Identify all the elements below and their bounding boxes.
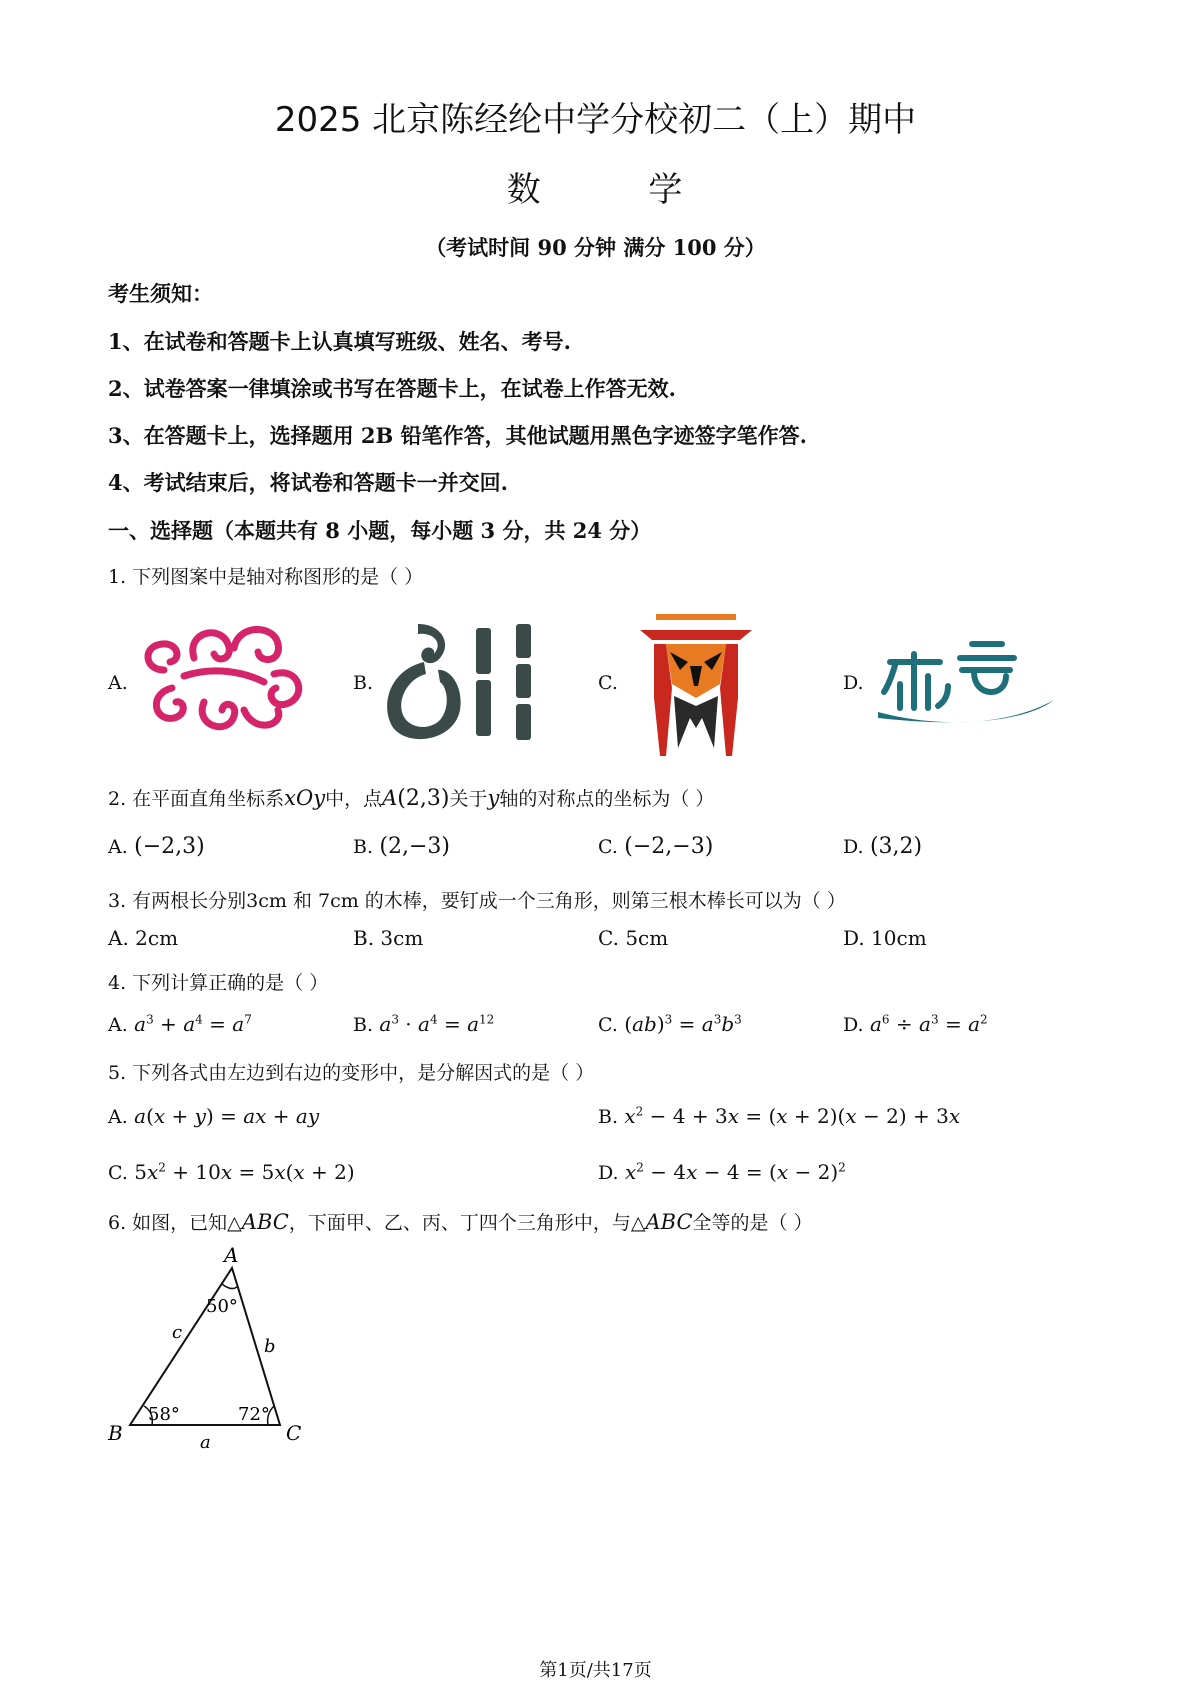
q1-label-c: C. — [598, 672, 618, 694]
q2-stem-point: A — [382, 786, 398, 810]
q6-stem-pre: 6. 如图，已知△ — [108, 1212, 242, 1234]
side-a-label: a — [200, 1432, 211, 1450]
vertex-b-label: B — [108, 1421, 123, 1445]
subject-left-char: 数 — [506, 170, 543, 210]
exam-info: （考试时间 90 分钟 满分 100 分） — [425, 235, 766, 260]
q2-stem-var: xOy — [284, 786, 326, 810]
page-footer: 第1页/共17页 — [539, 1660, 652, 1681]
angle-b-label: 58° — [148, 1404, 180, 1425]
vertex-a-label: A — [224, 1243, 239, 1267]
angle-arc-a — [222, 1284, 238, 1289]
angle-a-label: 50° — [206, 1296, 238, 1317]
page-title: 2025 北京陈经纶中学分校初二（上）期中 — [274, 100, 917, 140]
triangle-abc-figure — [100, 1240, 320, 1450]
q3-option-b: B. 3cm — [353, 926, 424, 950]
q4-option-a: A. $a^3 + a^4 = a^7$ — [108, 1012, 252, 1036]
q6-stem-tri2: ABC — [645, 1210, 693, 1234]
notice-item-4: 4、考试结束后，将试卷和答题卡一并交回. — [108, 470, 508, 495]
q4-stem: 4. 下列计算正确的是（ ） — [108, 972, 329, 994]
opera-mask-image — [636, 608, 756, 756]
q6-stem — [108, 1208, 813, 1235]
q1-label-a: A. — [108, 672, 128, 694]
q4-option-c: C. $(ab)^3 = a^3b^3$ — [598, 1012, 742, 1036]
q2-option-a: A. (−2,3) — [108, 834, 205, 859]
q5-option-d: D. $x^2 - 4x - 4 = (x - 2)^2$ — [598, 1160, 846, 1184]
side-b-label: b — [264, 1336, 276, 1357]
q5-stem: 5. 下列各式由左边到右边的变形中，是分解因式的是（ ） — [108, 1062, 595, 1084]
q2-stem-post: 关于 — [449, 788, 488, 810]
angle-c-label: 72° — [238, 1404, 270, 1425]
q5-option-a: A. a(x + y) = ax + ay — [108, 1104, 320, 1128]
q1-label-d: D. — [843, 672, 864, 694]
notice-item-2: 2、试卷答案一律填涂或书写在答题卡上，在试卷上作答无效. — [108, 376, 676, 401]
q2-stem — [108, 784, 714, 811]
q3-option-a: A. 2cm — [108, 926, 179, 950]
q1-label-b: B. — [353, 672, 374, 694]
q3-option-d: D. 10cm — [843, 926, 927, 950]
notice-item-1: 1、在试卷和答题卡上认真填写班级、姓名、考号. — [108, 329, 571, 354]
q6-stem-mid: ，下面甲、乙、丙、丁四个三角形中，与△ — [288, 1212, 646, 1234]
q3-option-c: C. 5cm — [598, 926, 669, 950]
q2-option-b: B. (2,−3) — [353, 834, 450, 859]
q6-stem-end: 全等的是（ ） — [692, 1212, 813, 1234]
bamboo-calligraphy-image — [378, 618, 548, 746]
q2-option-d: D. (3,2) — [843, 834, 923, 859]
q2-stem-coord: (2,3) — [397, 786, 450, 811]
q4-option-d: D. $a^6 \div a^3 = a^2$ — [843, 1012, 988, 1036]
section-heading: 一、选择题（本题共有 8 小题，每小题 3 分，共 24 分） — [108, 518, 652, 543]
q6-stem-tri: ABC — [241, 1210, 289, 1234]
cloud-pattern-image — [134, 618, 314, 742]
triangle-abc-outline — [130, 1268, 280, 1425]
notice-item-3: 3、在答题卡上，选择题用 2B 铅笔作答，其他试题用黑色字迹签字笔作答. — [108, 423, 807, 448]
subject-right-char: 学 — [648, 170, 685, 210]
q4-option-b: B. $a^3 \cdot a^4 = a^{12}$ — [353, 1012, 495, 1036]
vertex-c-label: C — [286, 1421, 302, 1445]
q2-option-c: C. (−2,−3) — [598, 834, 714, 859]
teal-pavilion-image — [878, 636, 1056, 728]
q5-option-c: C. $5x^2 + 10x = 5x(x + 2)$ — [108, 1160, 355, 1184]
q5-option-b: B. $x^2 - 4 + 3x = (x + 2)(x - 2) + 3x$ — [598, 1104, 961, 1128]
q3-stem: 3. 有两根长分别3cm 和 7cm 的木棒，要钉成一个三角形，则第三根木棒长可以为（ ） — [108, 890, 846, 912]
notice-heading: 考生须知： — [108, 281, 213, 306]
q2-stem-pre: 2. 在平面直角坐标系 — [108, 788, 285, 810]
q1-stem: 1. 下列图案中是轴对称图形的是（ ） — [108, 566, 424, 588]
q2-stem-end: 轴的对称点的坐标为（ ） — [499, 788, 715, 810]
q2-stem-mid: 中，点 — [325, 788, 383, 810]
side-c-label: c — [172, 1322, 183, 1343]
q2-stem-axis: y — [487, 786, 500, 810]
subject-title — [0, 162, 1191, 211]
